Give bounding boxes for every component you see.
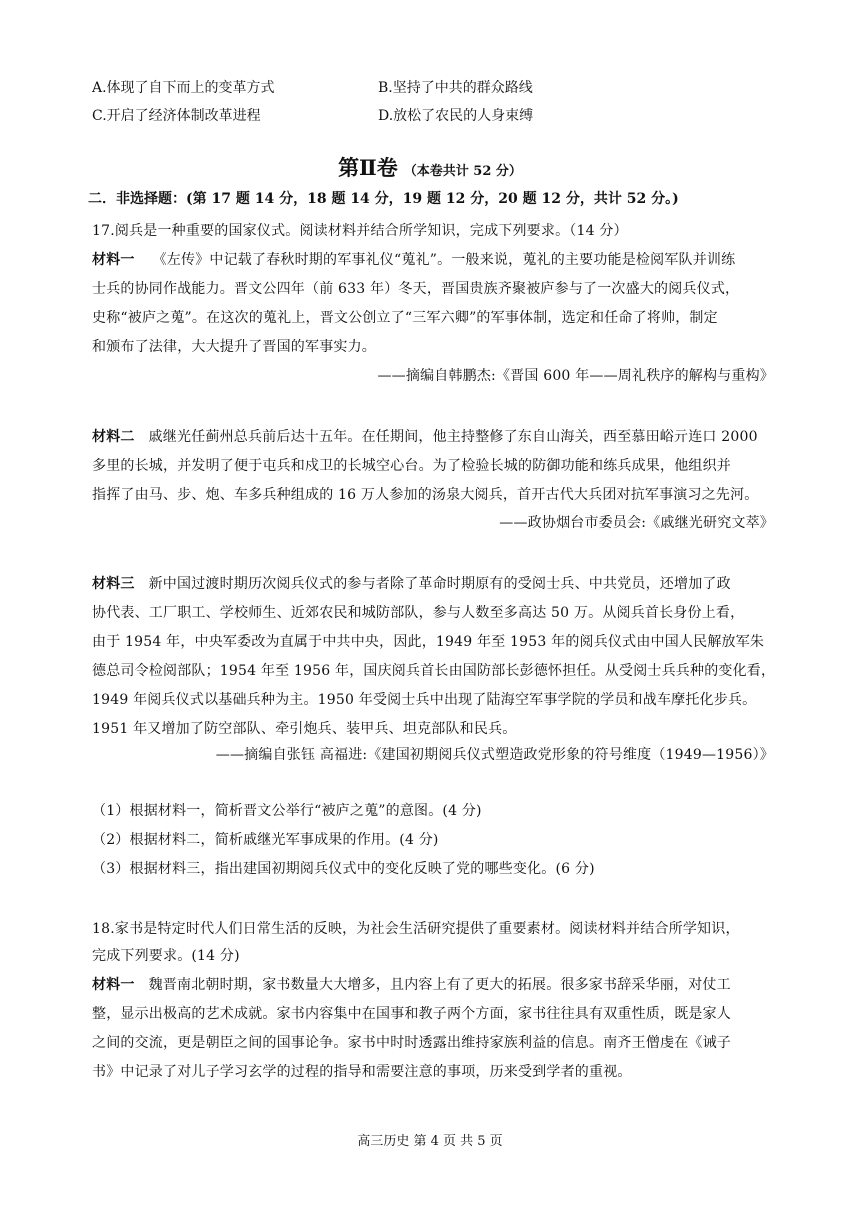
section-heading: 二．非选择题：(第 17 题 14 分，18 题 14 分，19 题 12 分，20 题 12 分，共计 52 分。) [88,191,679,207]
q17-m1-label: 材料一 [92,252,135,268]
q17-m2-line1: 材料二 戚继光任蓟州总兵前后达十五年。在任期间，他主持整修了东自山海关，西至慕田峪亓连口 2000 [92,429,758,445]
q17-stem: 17.阅兵是一种重要的国家仪式。阅读材料并结合所学知识，完成下列要求。（14 分） [92,223,628,239]
q17-m1-line2: 士兵的协同作战能力。晋文公四年（前 633 年）冬天，晋国贵族齐聚被庐参与了一次盛大的阅兵仪式， [92,281,740,297]
q17-m1-line1: 材料一 《左传》中记载了春秋时期的军事礼仪“蒐礼”。一般来说，蒐礼的主要功能是检阅军队并训练 [92,252,736,268]
q18-m1-label: 材料一 [92,977,135,993]
page-footer: 高三历史 第 4 页 共 5 页 [357,1134,503,1149]
q17-m3-line3: 由于 1954 年，中央军委改为直属于中共中央，因此，1949 年至 1953 年的阅兵仪式由中国人民解放军朱 [92,634,765,650]
option-a: A.体现了自下而上的变革方式 [92,80,275,96]
q17-sub1: （1）根据材料一，简析晋文公举行“被庐之蒐”的意图。(4 分) [92,803,482,819]
part-title-main: 第Ⅱ卷 [338,155,398,180]
q17-m2-source: ——政协烟台市委员会:《戚继光研究文萃》 [499,515,774,531]
q17-m2-label: 材料二 [92,429,135,445]
part-title-sub: （本卷共计 52 分） [403,164,522,179]
option-b: B.坚持了中共的群众路线 [378,80,533,96]
q17-m3-line2: 协代表、工厂职工、学校师生、近郊农民和城防部队，参与人数至多高达 50 万。从阅兵首长身份上看， [92,605,745,621]
q17-m3-source: ——摘编自张钰 高福进:《建国初期阅兵仪式塑造政党形象的符号维度（1949—1956）》 [215,747,774,763]
q17-m1-line4: 和颁布了法律，大大提升了晋国的军事实力。 [92,339,376,355]
q17-m2-line3: 指挥了由马、步、炮、车多兵种组成的 16 万人参加的汤泉大阅兵，首开古代大兵团对抗军事演习之先河。 [92,487,759,503]
q17-m3-line6: 1951 年又增加了防空部队、牵引炮兵、装甲兵、坦克部队和民兵。 [92,721,517,737]
q18-m1-line2: 整，显示出极高的艺术成就。家书内容集中在国事和教子两个方面，家书往往具有双重性质，既是家人 [92,1006,731,1022]
q17-m1-line3: 史称“被庐之蒐”。在这次的蒐礼上，晋文公创立了“三军六卿”的军事体制，选定和任命了将帅，制定 [92,310,718,326]
q18-stem-line2: 完成下列要求。(14 分) [92,948,240,964]
q18-m1-line4: 书》中记录了对儿子学习玄学的过程的指导和需要注意的事项，历来受到学者的重视。 [92,1064,632,1080]
option-d: D.放松了农民的人身束缚 [378,108,534,124]
q17-m3-line1: 材料三 新中国过渡时期历次阅兵仪式的参与者除了革命时期原有的受阅士兵、中共党员，还增加了政 [92,576,731,592]
q18-m1-line1: 材料一 魏晋南北朝时期，家书数量大大增多，且内容上有了更大的拓展。很多家书辞采华丽，对仗工 [92,977,731,993]
q17-m3-label: 材料三 [92,576,135,592]
q17-m2-line2: 多里的长城，并发明了便于屯兵和戍卫的长城空心台。为了检验长城的防御功能和练兵成果，他组织并 [92,458,731,474]
q18-m1-line3: 之间的交流，更是朝臣之间的国事论争。家书中时时透露出维持家族利益的信息。南齐王僧虔在《诫子 [92,1035,731,1051]
q17-m3-line4: 德总司令检阅部队；1954 年至 1956 年，国庆阅兵首长由国防部长彭德怀担任。从受阅士兵兵种的变化看， [92,663,776,679]
part-title [0,152,860,182]
q18-stem-line1: 18.家书是特定时代人们日常生活的反映，为社会生活研究提供了重要素材。阅读材料并结合所学知识， [92,921,740,937]
q17-sub2: （2）根据材料二，简析戚继光军事成果的作用。(4 分) [92,832,439,848]
q17-m1-source: ——摘编自韩鹏杰:《晋国 600 年——周礼秩序的解构与重构》 [377,368,774,384]
q17-m3-line5: 1949 年阅兵仪式以基础兵种为主。1950 年受阅士兵中出现了陆海空军事学院的学员和战车摩托化步兵。 [92,692,757,708]
q17-sub3: （3）根据材料三，指出建国初期阅兵仪式中的变化反映了党的哪些变化。(6 分) [92,861,595,877]
option-c: C.开启了经济体制改革进程 [92,108,261,124]
